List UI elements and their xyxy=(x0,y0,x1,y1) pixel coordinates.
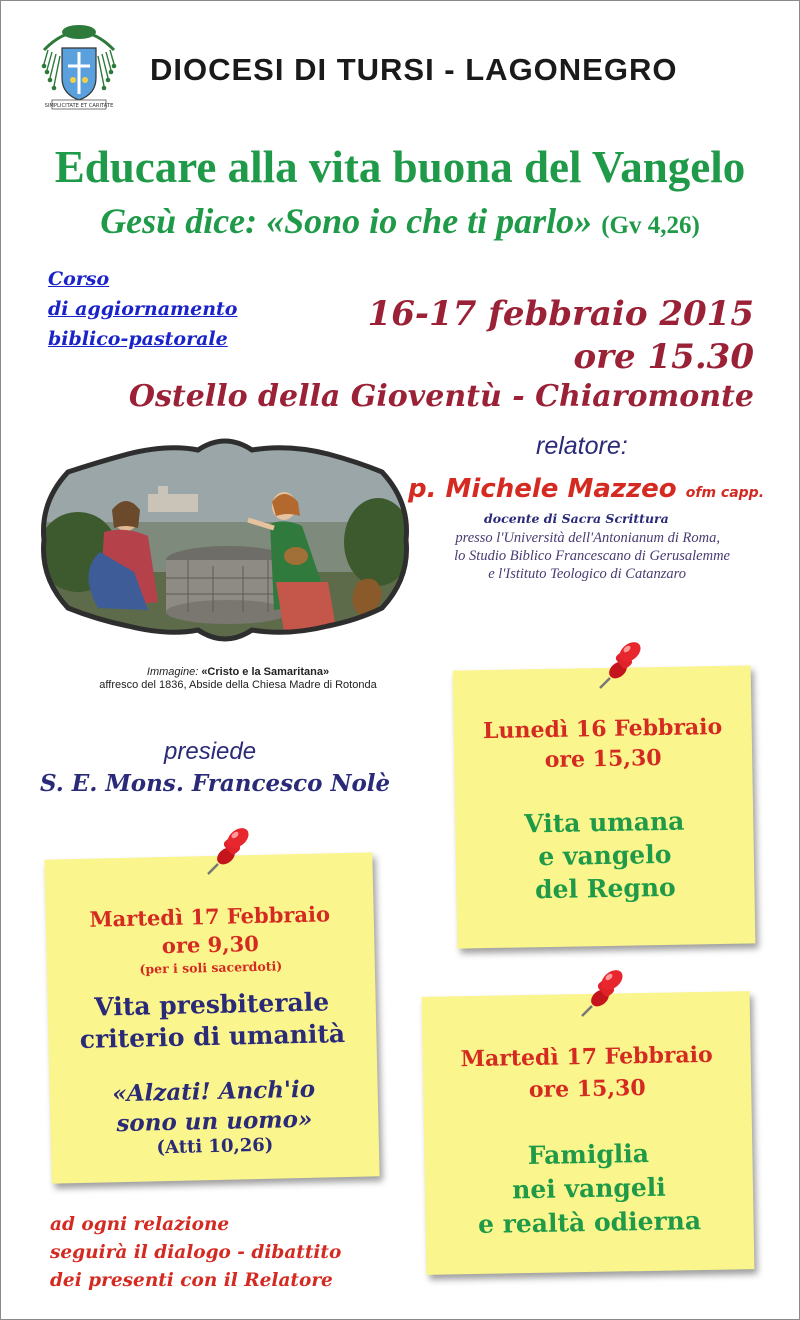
session-note-tuesday-afternoon xyxy=(422,991,755,1275)
session-3-time: ore 15,30 xyxy=(528,1074,646,1104)
diocese-name: DIOCESI DI TURSI - LAGONEGRO xyxy=(150,52,678,87)
session-2-topic-line-2: criterio di umanità xyxy=(79,1018,346,1055)
course-link-line-3[interactable]: biblico-pastorale xyxy=(48,328,228,350)
session-2-quote-reference: (Atti 10,26) xyxy=(156,1134,274,1159)
caption-title: «Cristo e la Samaritana» xyxy=(201,666,330,678)
session-2-time: ore 9,30 xyxy=(161,930,260,959)
push-pin-icon xyxy=(578,966,630,1018)
speaker-name xyxy=(408,474,764,504)
course-link-line-2[interactable]: di aggiornamento xyxy=(48,298,238,320)
fresco-image-christ-and-samaritan xyxy=(38,432,412,648)
speaker-affiliation-2: lo Studio Biblico Francescano di Gerusalemme xyxy=(454,548,730,564)
footer-line-2: seguirà il dialogo - dibattito xyxy=(50,1242,342,1263)
session-3-topic-line-2: nei vangeli xyxy=(511,1172,666,1205)
event-title: Educare alla vita buona del Vangelo xyxy=(54,142,746,192)
session-2-quote-line-1: «Alzati! Anch'io xyxy=(111,1075,316,1108)
session-2-topic-line-1: Vita presbiterale xyxy=(94,987,330,1022)
session-3-topic-line-1: Famiglia xyxy=(527,1138,650,1171)
event-subtitle xyxy=(0,200,800,242)
footer-line-1: ad ogni relazione xyxy=(50,1214,230,1235)
subtitle-reference: (Gv 4,26) xyxy=(601,212,700,239)
session-2-quote-line-2: sono un uomo» xyxy=(116,1105,313,1138)
speaker-affiliation-1: presso l'Università dell'Antonianum di Roma, xyxy=(455,530,720,546)
diocese-crest-logo xyxy=(38,20,120,114)
push-pin-icon xyxy=(596,638,648,690)
presider-label: presiede xyxy=(164,738,257,765)
speaker-label: relatore: xyxy=(536,432,628,460)
footer-line-3: dei presenti con il Relatore xyxy=(50,1270,333,1291)
event-date: 16-17 febbraio 2015 xyxy=(367,294,754,334)
caption-detail: affresco del 1836, Abside della Chiesa Madre di Rotonda xyxy=(99,679,377,691)
presider-name: S. E. Mons. Francesco Nolè xyxy=(40,770,391,797)
session-2-note: (per i soli sacerdoti) xyxy=(139,958,283,977)
session-1-day: Lunedì 16 Febbraio xyxy=(482,713,723,745)
speaker-order-suffix: ofm capp. xyxy=(685,485,765,501)
session-1-time: ore 15,30 xyxy=(544,744,662,774)
course-link-line-1[interactable]: Corso xyxy=(48,268,110,290)
crest-motto: SIMPLICITATE ET CARITATE xyxy=(44,103,114,109)
event-time: ore 15.30 xyxy=(573,337,754,377)
session-1-topic-line-3: del Regno xyxy=(534,872,676,905)
speaker-name-text: p. Michele Mazzeo xyxy=(408,474,677,504)
speaker-affiliation-3: e l'Istituto Teologico di Catanzaro xyxy=(488,566,686,582)
session-2-day: Martedì 17 Febbraio xyxy=(89,901,331,932)
session-1-topic-line-1: Vita umana xyxy=(523,806,685,839)
session-note-tuesday-morning xyxy=(44,852,379,1183)
session-note-monday xyxy=(453,665,756,948)
caption-label: Immagine: xyxy=(146,666,199,678)
session-1-topic-line-2: e vangelo xyxy=(538,839,672,872)
subtitle-quote: Gesù dice: «Sono io che ti parlo» xyxy=(100,201,593,241)
session-3-topic-line-3: e realtà odierna xyxy=(477,1206,702,1239)
image-caption xyxy=(88,666,388,692)
session-3-day: Martedì 17 Febbraio xyxy=(460,1041,713,1073)
event-venue: Ostello della Gioventù - Chiaromonte xyxy=(128,379,754,414)
push-pin-icon xyxy=(204,824,256,876)
speaker-role: docente di Sacra Scrittura xyxy=(484,511,669,526)
